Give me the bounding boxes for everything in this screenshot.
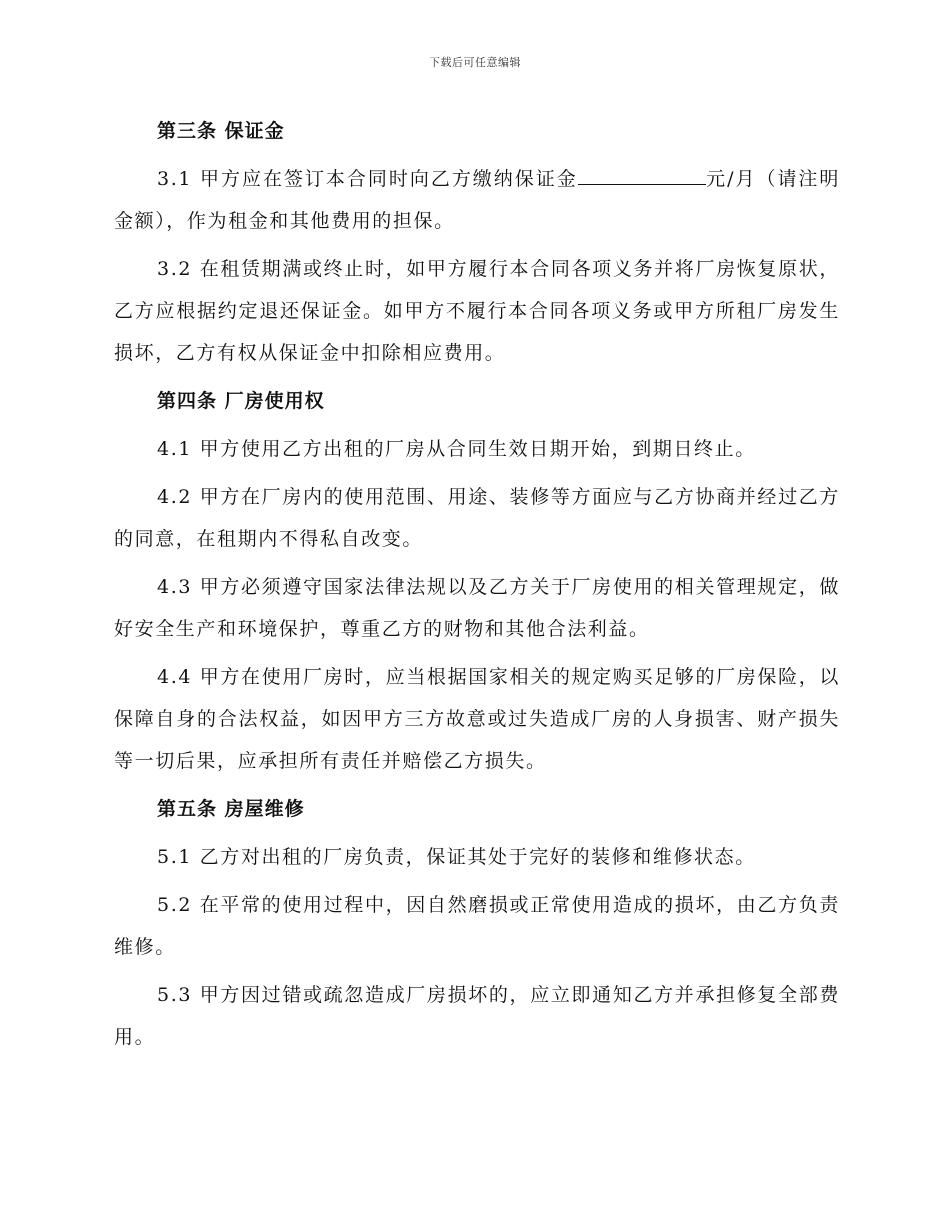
clause-5-1: 5.1 乙方对出租的厂房负责，保证其处于完好的装修和维修状态。 xyxy=(157,846,756,868)
clause-3-1-text-before: 3.1 甲方应在签订本合同时向乙方缴纳保证金 xyxy=(157,168,578,190)
clause-3-2: 3.2 在租赁期满或终止时，如甲方履行本合同各项义务并将厂房恢复原状，乙方应根据约定退还保证金。如甲方不履行本合同各项义务或甲方所租厂房发生损坏，乙方有权从保证金中扣除相应费用。 xyxy=(114,258,840,364)
clause-4-1: 4.1 甲方使用乙方出租的厂房从合同生效日期开始，到期日终止。 xyxy=(157,438,756,460)
clause-3-1 xyxy=(114,158,840,242)
article-5-title: 第五条 房屋维修 xyxy=(157,798,305,820)
clause-4-2: 4.2 甲方在厂房内的使用范围、用途、装修等方面应与乙方协商并经过乙方的同意，在租期内不得私自改变。 xyxy=(114,486,840,550)
article-4-title: 第四条 厂房使用权 xyxy=(157,390,325,412)
article-3-title: 第三条 保证金 xyxy=(157,120,285,142)
clause-4-4: 4.4 甲方在使用厂房时，应当根据国家相关的规定购买足够的厂房保险，以保障自身的合法权益，如因甲方三方故意或过失造成厂房的人身损害、财产损失等一切后果，应承担所有责任并赔偿乙方损失。 xyxy=(114,666,840,772)
clause-5-3: 5.3 甲方因过错或疏忽造成厂房损坏的，应立即通知乙方并承担修复全部费用。 xyxy=(114,984,840,1048)
clause-3-1-text-after: 元/月（请注明金额），作为租金和其他费用的担保。 xyxy=(114,168,840,232)
deposit-amount-blank xyxy=(578,166,706,185)
clause-4-3: 4.3 甲方必须遵守国家法律法规以及乙方关于厂房使用的相关管理规定，做好安全生产和环境保护，尊重乙方的财物和其他合法利益。 xyxy=(114,576,840,640)
document-body xyxy=(114,110,840,1058)
clause-5-2: 5.2 在平常的使用过程中，因自然磨损或正常使用造成的损坏，由乙方负责维修。 xyxy=(114,894,840,958)
page-header-note: 下载后可任意编辑 xyxy=(429,56,521,69)
